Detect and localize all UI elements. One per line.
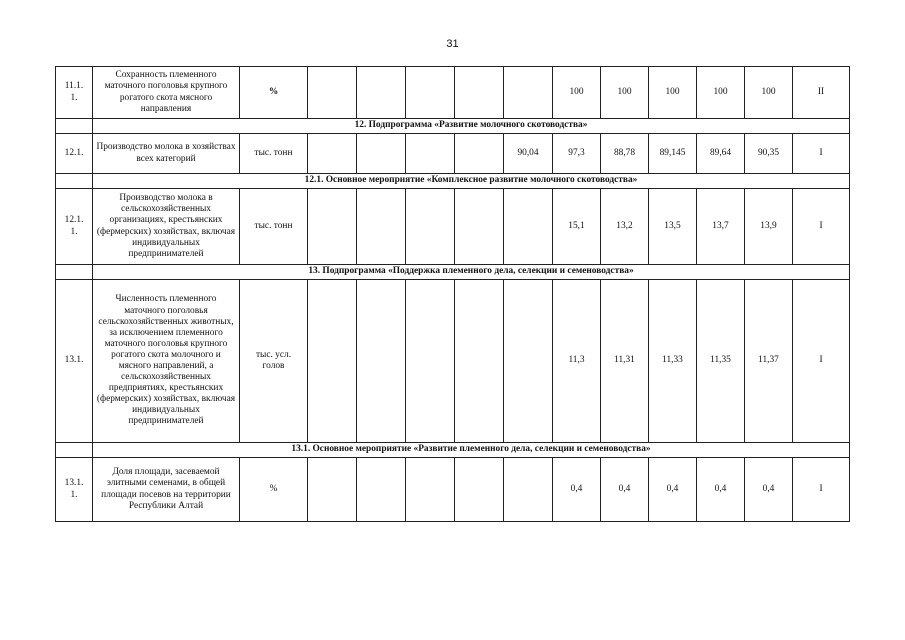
- value-cell: 89,64: [697, 134, 745, 174]
- value-cell: [406, 280, 455, 443]
- value-cell: [357, 134, 406, 174]
- value-cell: 15,1: [553, 189, 601, 265]
- section-heading: 12.1. Основное мероприятие «Комплексное развитие молочного скотоводства»: [93, 174, 850, 189]
- section-heading-row: [56, 265, 850, 280]
- row-number: 13.1.: [56, 280, 93, 443]
- value-cell: 0,4: [745, 458, 793, 522]
- section-heading-row: [56, 174, 850, 189]
- section-heading: 13.1. Основное мероприятие «Развитие племенного дела, селекции и семеноводства»: [93, 443, 850, 458]
- value-cell: 100: [553, 67, 601, 119]
- value-cell: [406, 458, 455, 522]
- value-cell: 0,4: [649, 458, 697, 522]
- value-cell: [406, 67, 455, 119]
- row-number: 12.1.: [56, 134, 93, 174]
- empty-cell: [56, 174, 93, 189]
- value-cell: [455, 280, 504, 443]
- value-cell: [357, 280, 406, 443]
- section-heading: 12. Подпрограмма «Развитие молочного скотоводства»: [93, 119, 850, 134]
- value-cell: 100: [649, 67, 697, 119]
- value-cell: [455, 189, 504, 265]
- value-cell: [308, 134, 357, 174]
- value-cell: 90,04: [504, 134, 553, 174]
- value-cell: [406, 134, 455, 174]
- value-cell: [504, 280, 553, 443]
- value-cell: 13,9: [745, 189, 793, 265]
- value-cell: [455, 67, 504, 119]
- unit: тыс. усл. голов: [240, 280, 308, 443]
- indicator-name: Сохранность племенного маточного поголовья крупного рогатого скота мясного направления: [93, 67, 240, 119]
- value-cell: 11,33: [649, 280, 697, 443]
- row-number: 12.1. 1.: [56, 189, 93, 265]
- table-row: [56, 67, 850, 119]
- value-cell: 97,3: [553, 134, 601, 174]
- value-cell: [455, 134, 504, 174]
- value-cell: [504, 458, 553, 522]
- table-row: [56, 280, 850, 443]
- unit: тыс. тонн: [240, 134, 308, 174]
- value-cell: 13,7: [697, 189, 745, 265]
- value-cell: [308, 189, 357, 265]
- value-cell: 0,4: [553, 458, 601, 522]
- value-cell: 13,2: [601, 189, 649, 265]
- value-cell: 88,78: [601, 134, 649, 174]
- row-number: 13.1. 1.: [56, 458, 93, 522]
- value-cell: [357, 458, 406, 522]
- table-row: [56, 189, 850, 265]
- row-number: 11.1. 1.: [56, 67, 93, 119]
- value-cell: 11,35: [697, 280, 745, 443]
- section-heading-row: [56, 443, 850, 458]
- value-cell: 11,3: [553, 280, 601, 443]
- empty-cell: [56, 265, 93, 280]
- value-cell: 13,5: [649, 189, 697, 265]
- unit: тыс. тонн: [240, 189, 308, 265]
- table-row: [56, 458, 850, 522]
- value-cell: 100: [697, 67, 745, 119]
- empty-cell: [56, 443, 93, 458]
- grade-cell: I: [793, 134, 850, 174]
- indicator-name: Производство молока в хозяйствах всех категорий: [93, 134, 240, 174]
- value-cell: [504, 67, 553, 119]
- value-cell: 11,31: [601, 280, 649, 443]
- indicator-name: Доля площади, засеваемой элитными семенами, в общей площади посевов на территории Республики Алтай: [93, 458, 240, 522]
- value-cell: [504, 189, 553, 265]
- indicator-name: Производство молока в сельскохозяйственных организациях, крестьянских (фермерских) хозяйствах, включая индивидуальных предпринимателей: [93, 189, 240, 265]
- indicators-table: [55, 66, 850, 522]
- value-cell: 0,4: [601, 458, 649, 522]
- value-cell: 100: [601, 67, 649, 119]
- value-cell: 0,4: [697, 458, 745, 522]
- value-cell: [357, 189, 406, 265]
- value-cell: 11,37: [745, 280, 793, 443]
- value-cell: [308, 67, 357, 119]
- value-cell: 90,35: [745, 134, 793, 174]
- page-number: 31: [446, 38, 459, 50]
- empty-cell: [56, 119, 93, 134]
- value-cell: [308, 280, 357, 443]
- value-cell: [406, 189, 455, 265]
- grade-cell: I: [793, 189, 850, 265]
- grade-cell: I: [793, 280, 850, 443]
- indicator-name: Численность племенного маточного поголовья сельскохозяйственных животных, за исключением племенного маточного поголовья крупного рогатого скота молочного и мясного направлений, а сельскохозяйственных предприятиях, крестьянских (фермерских) хозяйствах, включая индивидуальных предпринимателей: [93, 280, 240, 443]
- table-row: [56, 134, 850, 174]
- unit: %: [240, 458, 308, 522]
- section-heading: 13. Подпрограмма «Поддержка племенного дела, селекции и семеноводства»: [93, 265, 850, 280]
- value-cell: 89,145: [649, 134, 697, 174]
- value-cell: [308, 458, 357, 522]
- value-cell: [455, 458, 504, 522]
- grade-cell: II: [793, 67, 850, 119]
- value-cell: [357, 67, 406, 119]
- unit: %: [240, 67, 308, 119]
- grade-cell: I: [793, 458, 850, 522]
- value-cell: 100: [745, 67, 793, 119]
- section-heading-row: [56, 119, 850, 134]
